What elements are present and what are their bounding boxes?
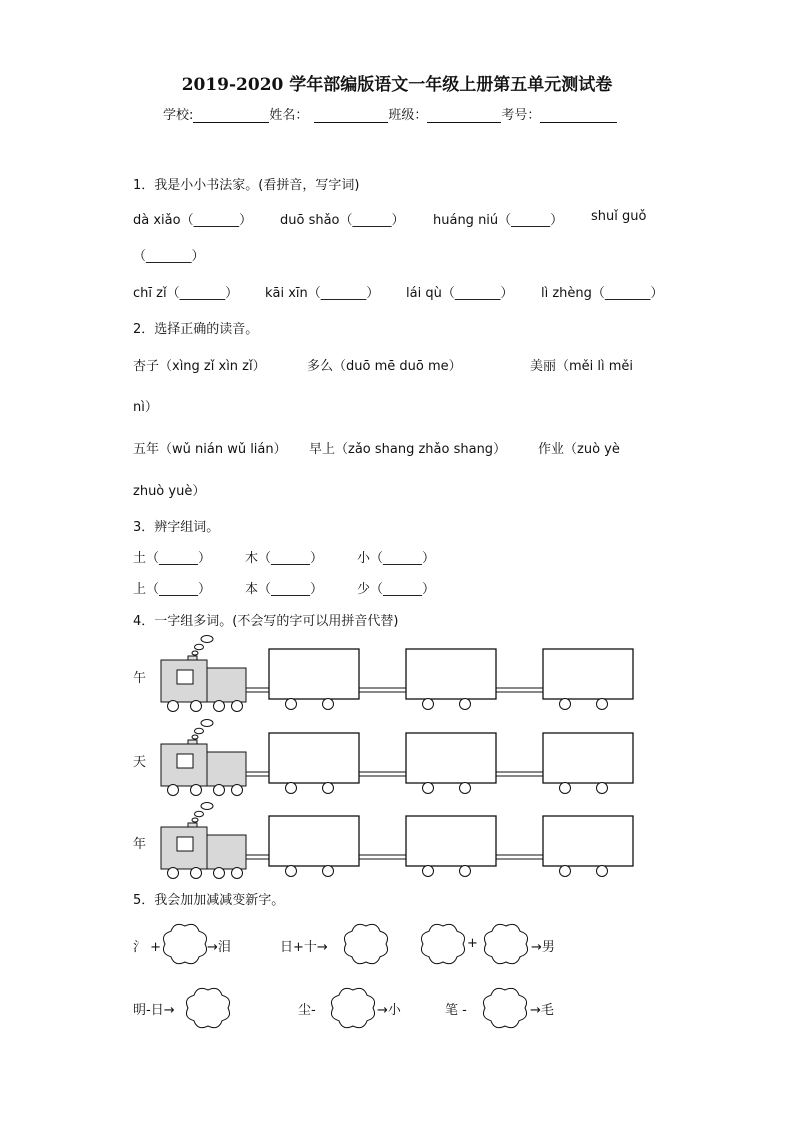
wheel-icon (323, 699, 334, 710)
coupler (246, 688, 269, 692)
q1-item: shuǐ guǒ (591, 209, 647, 224)
q2-item: 杏子（xìng zǐ xìn zǐ） (133, 359, 266, 374)
wagon-box (406, 649, 496, 699)
wheel-icon (286, 866, 297, 877)
wheel-icon (560, 866, 571, 877)
school-label: 学校: (163, 108, 194, 123)
q2-item: 早上（zǎo shang zhǎo shang） (309, 442, 507, 457)
wheel-icon (214, 701, 225, 712)
q3-item: 少（______） (357, 582, 436, 597)
q3-item: 上（______） (133, 582, 212, 597)
q5-expr: 尘- (298, 1003, 316, 1018)
q1-item: dà xiǎo（_______） (133, 213, 253, 228)
q3-item: 土（______） (133, 551, 212, 566)
name-label: 姓名： (269, 108, 309, 123)
wheel-icon (232, 701, 243, 712)
wheel-icon (286, 783, 297, 794)
question-2-title: 2．选择正确的读音。 (133, 322, 259, 337)
cloud-blank[interactable] (420, 923, 466, 965)
cloud-outline (331, 988, 374, 1027)
smoke-puff (201, 636, 213, 643)
locomotive-boiler (207, 835, 246, 869)
wheel-icon (423, 783, 434, 794)
coupler (246, 855, 269, 859)
smoke-puff (195, 811, 204, 817)
wheel-icon (191, 785, 202, 796)
wheel-icon (460, 866, 471, 877)
q1-item: lì zhèng（_______） (541, 286, 664, 301)
smoke-puff (201, 803, 213, 810)
question-3-title: 3．辨字组词。 (133, 520, 220, 535)
cloud-blank[interactable] (482, 987, 528, 1029)
q1-item: （_______） (133, 249, 205, 264)
cloud-outline (421, 924, 464, 963)
wheel-icon (168, 785, 179, 796)
smoke-puff (192, 651, 198, 655)
q2-item: 美丽（měi lì měi (530, 359, 634, 374)
wheel-icon (423, 699, 434, 710)
cloud-blank[interactable] (330, 987, 376, 1029)
q5-expr: 明-日→ (133, 1003, 175, 1018)
coupler (359, 855, 406, 859)
wheel-icon (214, 868, 225, 879)
wheel-icon (323, 783, 334, 794)
q5-expr: 日+十→ (280, 940, 328, 955)
wheel-icon (232, 868, 243, 879)
train-row-char: 天 (133, 755, 147, 770)
q2-item: zhuò yuè） (133, 484, 206, 499)
wheel-icon (232, 785, 243, 796)
q2-item: 多么（duō mē duō me） (307, 359, 462, 374)
wheel-icon (597, 866, 608, 877)
wheel-icon (191, 701, 202, 712)
coupler (496, 772, 543, 776)
cloud-blank[interactable] (185, 987, 231, 1029)
number-label: 考号： (501, 108, 541, 123)
q1-item: duō shǎo（______） (280, 213, 405, 228)
wheel-icon (560, 699, 571, 710)
wheel-icon (191, 868, 202, 879)
q2-item: nì） (133, 400, 158, 415)
coupler (496, 855, 543, 859)
train-icon (155, 634, 675, 714)
wheel-icon (168, 701, 179, 712)
cloud-outline (186, 988, 229, 1027)
q5-expr: 笔 - (445, 1003, 467, 1018)
number-blank[interactable] (540, 108, 617, 123)
wheel-icon (323, 866, 334, 877)
q3-item: 木（______） (245, 551, 324, 566)
question-1-title: 1．我是小小书法家。(看拼音，写字词) (133, 178, 360, 193)
q1-item: kāi xīn（_______） (265, 286, 380, 301)
cloud-outline (163, 924, 206, 963)
wagon-box (269, 649, 359, 699)
cloud-outline (483, 988, 526, 1027)
wagon-box (269, 733, 359, 783)
train-row-char: 年 (133, 837, 147, 852)
wheel-icon (168, 868, 179, 879)
train-icon (155, 718, 675, 798)
class-blank[interactable] (427, 108, 501, 123)
wagon-box (543, 649, 633, 699)
q5-expr: + (467, 936, 478, 951)
q3-item: 小（______） (357, 551, 436, 566)
train-row-char: 午 (133, 671, 147, 686)
wagon-box (543, 816, 633, 866)
coupler (496, 688, 543, 692)
cloud-blank[interactable] (162, 923, 208, 965)
wheel-icon (423, 866, 434, 877)
q2-item: 作业（zuò yè (538, 442, 620, 457)
coupler (246, 772, 269, 776)
q1-item: lái qù（_______） (406, 286, 514, 301)
school-blank[interactable] (193, 108, 269, 123)
cab-window (177, 754, 193, 768)
train-icon (155, 801, 675, 881)
q1-item: chī zǐ（_______） (133, 286, 239, 301)
wheel-icon (597, 783, 608, 794)
wagon-box (406, 733, 496, 783)
wheel-icon (460, 699, 471, 710)
page-title: 2019-2020 学年部编版语文一年级上册第五单元测试卷 (181, 75, 613, 95)
wheel-icon (460, 783, 471, 794)
smoke-puff (195, 728, 204, 734)
q5-result: →毛 (530, 1003, 554, 1018)
cloud-blank[interactable] (343, 923, 389, 965)
q5-result: →泪 (207, 940, 231, 955)
q1-item: huáng niú（______） (433, 213, 564, 228)
coupler (359, 772, 406, 776)
locomotive-boiler (207, 752, 246, 786)
locomotive-boiler (207, 668, 246, 702)
wagon-box (406, 816, 496, 866)
coupler (359, 688, 406, 692)
cloud-outline (484, 924, 527, 963)
wheel-icon (597, 699, 608, 710)
wheel-icon (560, 783, 571, 794)
cloud-blank[interactable] (483, 923, 529, 965)
smoke-puff (195, 644, 204, 650)
school-field (163, 104, 617, 123)
question-5-title: 5．我会加加减减变新字。 (133, 893, 285, 908)
name-blank[interactable] (314, 108, 388, 123)
q3-item: 本（______） (245, 582, 324, 597)
smoke-puff (192, 735, 198, 739)
q5-result: →男 (531, 940, 555, 955)
smoke-puff (192, 818, 198, 822)
wagon-box (543, 733, 633, 783)
smoke-puff (201, 720, 213, 727)
wheel-icon (214, 785, 225, 796)
q5-expr: 氵 + (133, 940, 162, 955)
wagon-box (269, 816, 359, 866)
question-4-title: 4．一字组多词。(不会写的字可以用拼音代替) (133, 614, 399, 629)
cab-window (177, 670, 193, 684)
cloud-outline (344, 924, 387, 963)
wheel-icon (286, 699, 297, 710)
class-label: 班级： (388, 108, 428, 123)
q2-item: 五年（wǔ nián wǔ lián） (133, 442, 287, 457)
q5-result: →小 (377, 1003, 401, 1018)
cab-window (177, 837, 193, 851)
